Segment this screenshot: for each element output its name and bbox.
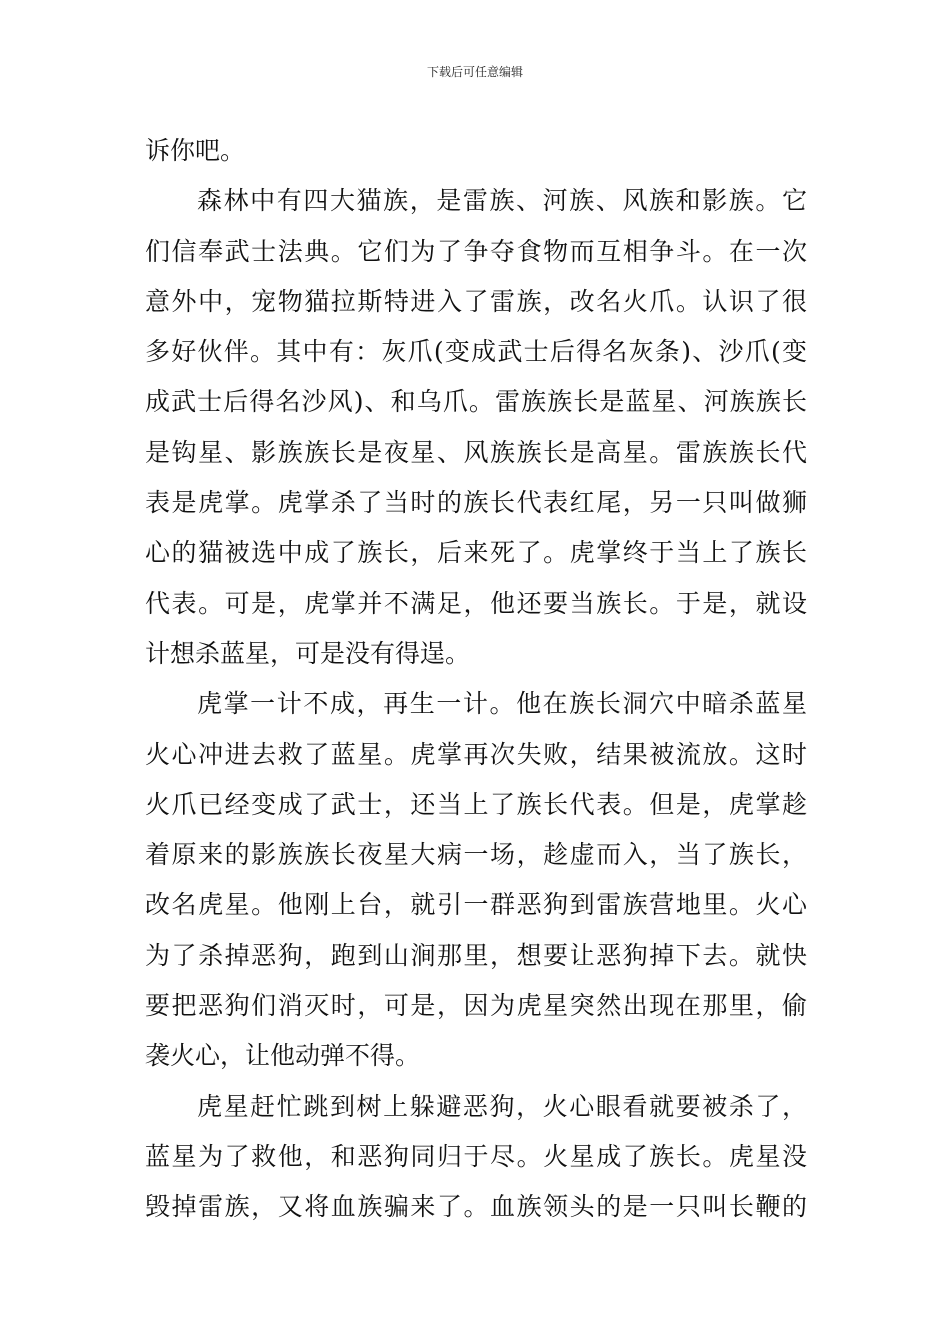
text-line: 代表。可是，虎掌并不满足，他还要当族长。于是，就设 [145, 588, 807, 618]
text-line: 成武士后得名沙风)、和乌爪。雷族族长是蓝星、河族族长 [145, 387, 807, 417]
text-line: 们信奉武士法典。它们为了争夺食物而互相争斗。在一次 [145, 236, 807, 266]
text-line: 火爪已经变成了武士，还当上了族长代表。但是，虎掌趁 [145, 789, 807, 819]
text-line: 改名虎星。他刚上台，就引一群恶狗到雷族营地里。火心 [145, 890, 807, 920]
text-line: 是钩星、影族族长是夜星、风族族长是高星。雷族族长代 [145, 437, 807, 467]
text-line: 虎星赶忙跳到树上躲避恶狗，火心眼看就要被杀了， [197, 1091, 807, 1121]
text-line: 为了杀掉恶狗，跑到山涧那里，想要让恶狗掉下去。就快 [145, 940, 807, 970]
text-line: 虎掌一计不成，再生一计。他在族长洞穴中暗杀蓝星 [197, 689, 807, 719]
text-line: 袭火心，让他动弹不得。 [145, 1041, 421, 1071]
body-text [145, 126, 807, 1233]
text-line: 森林中有四大猫族，是雷族、河族、风族和影族。它 [197, 186, 807, 216]
text-line: 蓝星为了救他，和恶狗同归于尽。火星成了族长。虎星没 [145, 1141, 807, 1171]
page-header: 下载后可任意编辑 [426, 65, 523, 79]
text-line: 心的猫被选中成了族长，后来死了。虎掌终于当上了族长 [145, 538, 807, 568]
text-line: 火心冲进去救了蓝星。虎掌再次失败，结果被流放。这时 [145, 739, 807, 769]
text-line: 计想杀蓝星，可是没有得逞。 [145, 638, 471, 668]
text-line: 要把恶狗们消灭时，可是，因为虎星突然出现在那里，偷 [145, 991, 807, 1021]
text-line: 诉你吧。 [145, 136, 246, 165]
text-line: 意外中，宠物猫拉斯特进入了雷族，改名火爪。认识了很 [145, 286, 807, 316]
text-line: 表是虎掌。虎掌杀了当时的族长代表红尾，另一只叫做狮 [145, 488, 807, 518]
text-line: 多好伙伴。其中有：灰爪(变成武士后得名灰条)、沙爪(变 [145, 337, 807, 367]
text-line: 毁掉雷族，又将血族骗来了。血族领头的是一只叫长鞭的 [145, 1192, 807, 1222]
text-line: 着原来的影族族长夜星大病一场，趁虚而入，当了族长， [145, 840, 807, 870]
